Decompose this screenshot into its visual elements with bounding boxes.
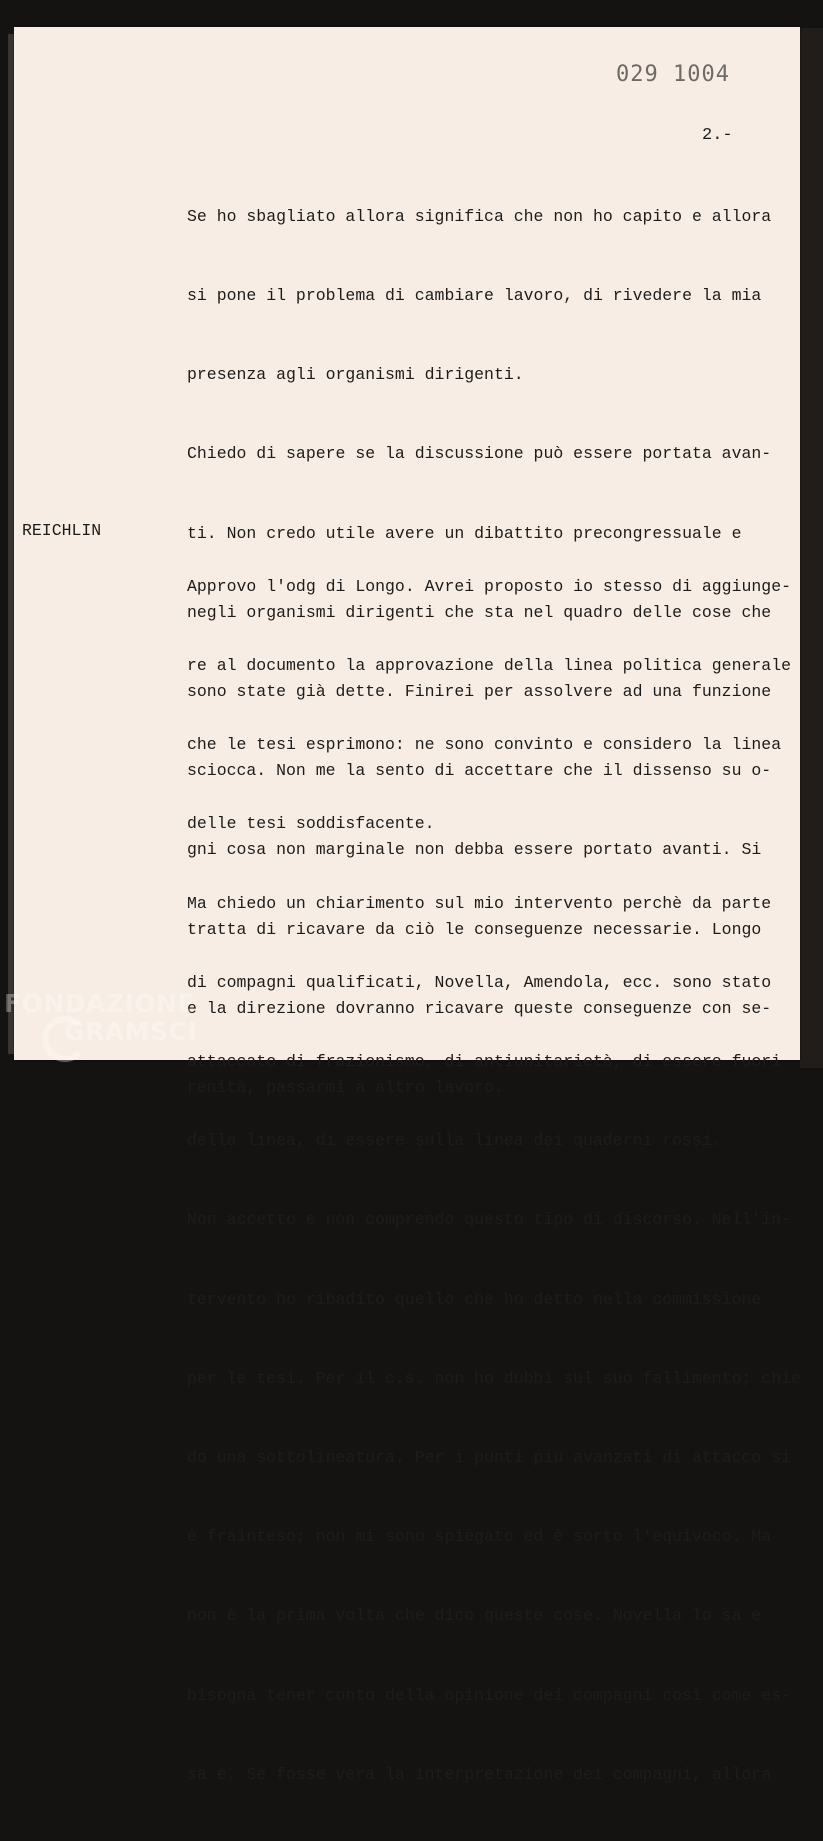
text-line: negli organismi dirigenti che sta nel quadro delle cose che — [187, 602, 772, 622]
text-line: e la direzione dovranno ricavare queste conseguenze con se- — [187, 998, 772, 1018]
text-line: della linea, di essere sulla linea dei quaderni rossi. — [187, 1131, 722, 1151]
text-line: Approvo l'odg di Longo. Avrei proposto io stesso di aggiunge- — [187, 576, 791, 596]
text-line: non è la prima volta che dico queste cose. Novella lo sa e — [187, 1606, 762, 1626]
text-line: bisogna tener conto della opinione dei compagni così come es- — [187, 1685, 791, 1705]
speaker-paragraph — [187, 521, 801, 1841]
text-line: tratta di ricavare da ciò le conseguenze necessarie. Longo — [187, 919, 762, 939]
watermark-line-1: FONDAZIONE — [4, 989, 196, 1018]
text-line: presenza agli organismi dirigenti. — [187, 365, 524, 385]
text-line: renità, passarmi a altro lavoro. — [187, 1078, 504, 1098]
text-line: che le tesi esprimono: ne sono convinto e considero la linea — [187, 735, 782, 755]
gramsci-logo-icon — [42, 1016, 88, 1062]
text-line: è frainteso; non mi sono spiegato ed è sorto l'equivoco. Ma — [187, 1527, 772, 1547]
speaker-name: REICHLIN — [22, 521, 102, 540]
text-line: per le tesi. Per il c.s. non ho dubbi sul suo fallimento; chie — [187, 1368, 801, 1388]
text-line: do una sottolineatura. Per i punti più avanzati di attacco si — [187, 1448, 791, 1468]
archive-stamp-number: 029 1004 — [616, 62, 730, 87]
text-line: delle tesi soddisfacente. — [187, 814, 435, 834]
text-line: attaccato di frazionismo, di antiunitarietà, di essere fuori — [187, 1052, 782, 1072]
page-number: 2.- — [702, 126, 733, 145]
text-line: Se ho sbagliato allora significa che non ho capito e allora — [187, 206, 772, 226]
text-line: di compagni qualificati, Novella, Amendola, ecc. sono stato — [187, 972, 772, 992]
text-line: sciocca. Non me la sento di accettare che il dissenso su o- — [187, 761, 772, 781]
text-line: ti. Non credo utile avere un dibattito precongressuale e — [187, 523, 742, 543]
text-line: gni cosa non marginale non debba essere portato avanti. Si — [187, 840, 762, 860]
text-line: tervento ho ribadito quello che ho detto nella commissione — [187, 1289, 762, 1309]
text-line: sono state già dette. Finirei per assolvere ad una funzione — [187, 682, 772, 702]
text-line: re al documento la approvazione della linea politica generale — [187, 656, 791, 676]
text-line: Non accetto e non comprendo questo tipo di discorso. Nell'in- — [187, 1210, 791, 1230]
fondazione-gramsci-watermark — [4, 990, 197, 1046]
scan-background-shadow — [800, 28, 823, 1068]
text-line: Chiedo di sapere se la discussione può essere portata avan- — [187, 444, 772, 464]
text-line: Ma chiedo un chiarimento sul mio intervento perchè da parte — [187, 893, 772, 913]
watermark-line-2: GRAMSCI — [64, 1017, 198, 1046]
text-line: si pone il problema di cambiare lavoro, di rivedere la mia — [187, 286, 762, 306]
text-line: sa è. Se fosse vera la interpretazione dei compagni, allora — [187, 1764, 772, 1784]
